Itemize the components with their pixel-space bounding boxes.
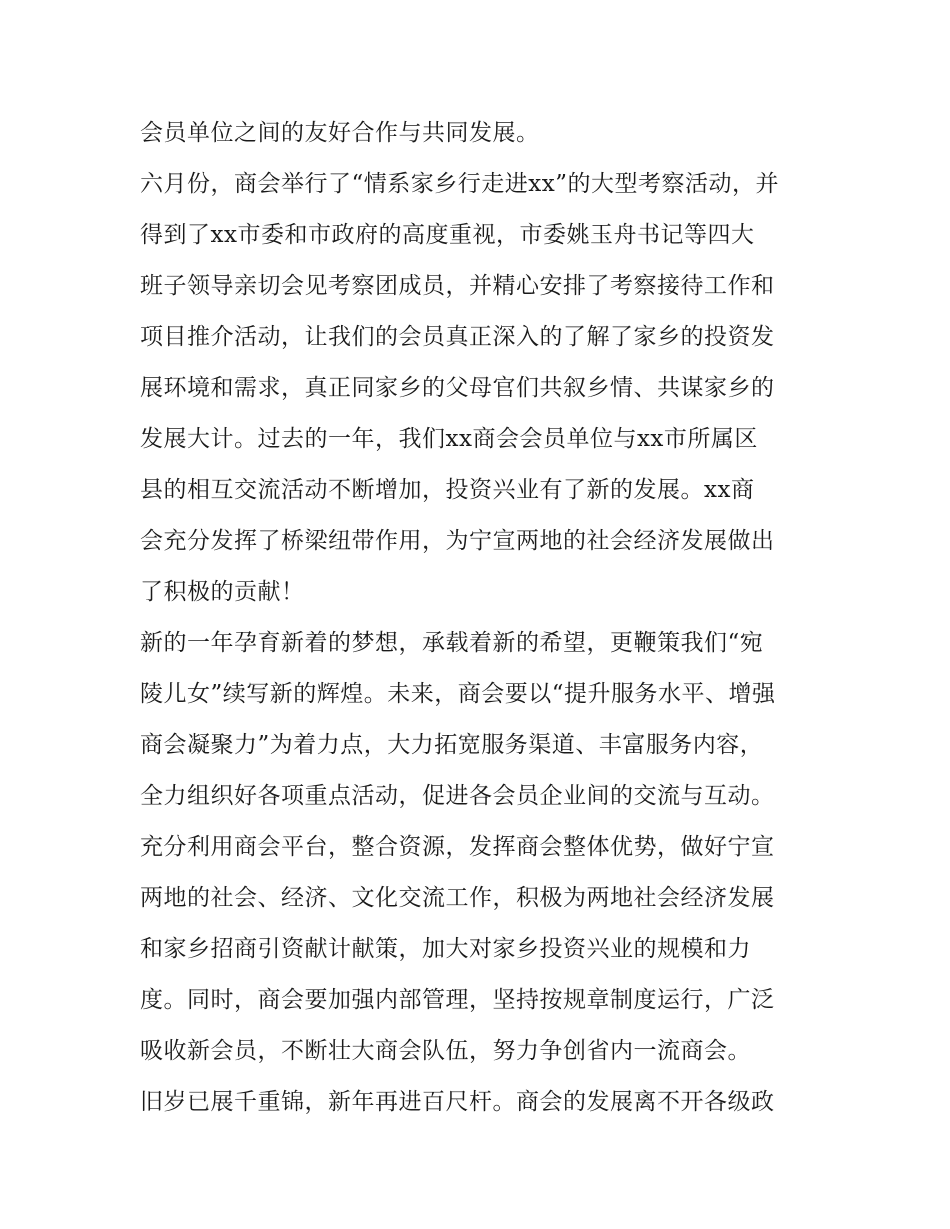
text-line-5: 项目推介活动，让我们的会员真正深入的了解了家乡的投资发	[140, 324, 775, 350]
text-line-3: 得到了xx市委和市政府的高度重视，市委姚玉舟书记等四大	[140, 222, 755, 248]
text-line-20: 旧岁已展千重锦，新年再进百尺杆。商会的发展离不开各级政	[140, 1089, 775, 1115]
text-line-17: 和家乡招商引资献计献策，加大对家乡投资兴业的规模和力	[140, 936, 751, 962]
body-text	[140, 108, 820, 1128]
text-line-15: 充分利用商会平台，整合资源，发挥商会整体优势，做好宁宣	[140, 834, 775, 860]
text-line-4: 班子领导亲切会见考察团成员，并精心安排了考察接待工作和	[140, 273, 775, 299]
text-line-1: 会员单位之间的友好合作与共同发展。	[140, 120, 540, 146]
text-line-9: 会充分发挥了桥梁纽带作用，为宁宣两地的社会经济发展做出	[140, 528, 775, 554]
text-line-18: 度。同时，商会要加强内部管理，坚持按规章制度运行，广泛	[140, 987, 775, 1013]
text-line-8: 县的相互交流活动不断增加，投资兴业有了新的发展。xx商	[140, 477, 755, 503]
text-line-19: 吸收新会员，不断壮大商会队伍，努力争创省内一流商会。	[140, 1038, 751, 1064]
text-line-13: 商会凝聚力”为着力点，大力拓宽服务渠道、丰富服务内容，	[140, 732, 764, 758]
text-line-12: 陵儿女”续写新的辉煌。未来，商会要以“提升服务水平、增强	[140, 681, 776, 707]
text-line-7: 发展大计。过去的一年，我们xx商会会员单位与xx市所属区	[140, 426, 758, 452]
text-line-16: 两地的社会、经济、文化交流工作，积极为两地社会经济发展	[140, 885, 775, 911]
text-line-10: 了积极的贡献！	[140, 579, 305, 605]
text-line-6: 展环境和需求，真正同家乡的父母官们共叙乡情、共谋家乡的	[140, 375, 775, 401]
text-line-2: 六月份，商会举行了“情系家乡行走进xx”的大型考察活动，并	[140, 171, 779, 197]
text-line-14: 全力组织好各项重点活动，促进各会员企业间的交流与互动。	[140, 783, 775, 809]
text-line-11: 新的一年孕育新着的梦想，承载着新的希望，更鞭策我们“宛	[140, 630, 764, 656]
